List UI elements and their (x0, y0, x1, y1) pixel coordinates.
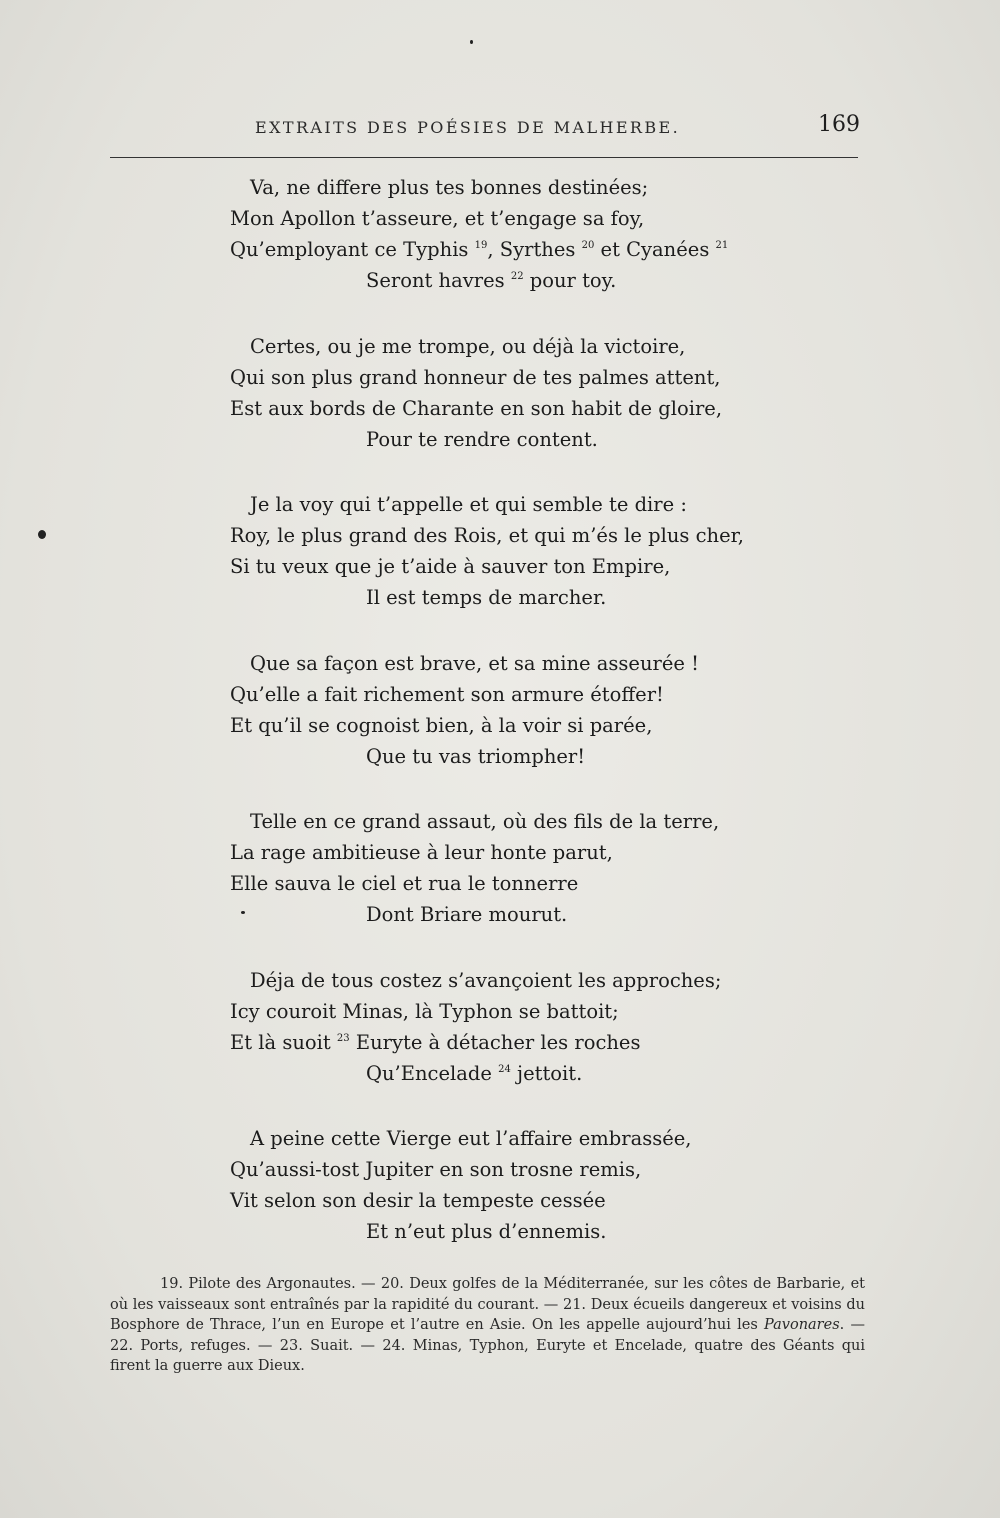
verse-line: Qu’elle a fait richement son armure étoffer! (230, 682, 664, 706)
verse-text: et Cyanées (594, 238, 716, 261)
stanza (230, 965, 750, 1089)
verse-line (230, 265, 750, 296)
stanza (230, 648, 750, 772)
stanza (230, 331, 750, 455)
verse-line: Pour te rendre content. (366, 427, 598, 451)
verse-line: Et qu’il se cognoist bien, à la voir si parée, (230, 713, 653, 737)
footnote-ref: 24 (498, 1063, 511, 1075)
verse-line: Et n’eut plus d’ennemis. (366, 1220, 607, 1243)
footnote-text: 19. Pilote des Argonautes. — 20. Deux golfes de la Méditerranée, sur les côtes de Barbarie, et où les vaisseaux sont entraînés par la rapidité du courant. — 21. Deux écueils dangereux et voisins du Bosphore de Thrace, l’un en Europe et l’autre en Asie. On les appelle aujourd’hui les (110, 1276, 865, 1333)
stanza (230, 489, 750, 613)
verse-line: Vit selon son desir la tempeste cessée (230, 1189, 606, 1212)
verse-line: La rage ambitieuse à leur honte parut, (230, 841, 613, 864)
verse-text: Qu’Encelade (366, 1061, 499, 1085)
verse-line: Qui son plus grand honneur de tes palmes attent, (230, 365, 721, 389)
verse-text: Euryte à détacher les roches (349, 1030, 641, 1054)
verse-text: Qu’employant ce Typhis (230, 238, 475, 261)
verse-text: Et là suoit (230, 1030, 337, 1054)
running-title: EXTRAITS DES POÉSIES DE MALHERBE. (255, 118, 681, 137)
footnote-text: . — 22. Ports, refuges. — 23. Suait. — 24. Minas, Typhon, Euryte et Encelade, quatre des Géants qui firent la guerre aux Dieux. (110, 1317, 866, 1374)
verse-text: Seront havres (366, 269, 511, 292)
stanza (230, 1123, 750, 1247)
footnote-ref: 23 (336, 1032, 350, 1044)
verse-line: Qu’aussi-tost Jupiter en son trosne remis, (230, 1158, 642, 1181)
verse-line: Dont Briare mourut. (366, 903, 568, 926)
verse-line: Que sa façon est brave, et sa mine asseurée ! (250, 651, 699, 675)
poem (230, 172, 750, 1282)
verse-line: Certes, ou je me trompe, ou déjà la victoire, (250, 334, 686, 358)
ink-speck (38, 530, 46, 539)
ink-speck (241, 911, 245, 914)
verse-line: Déja de tous costez s’avançoient les approches; (250, 968, 722, 992)
footnote-ref: 20 (581, 240, 595, 251)
verse-text: jettoit. (510, 1061, 583, 1085)
header-rule (110, 157, 858, 158)
verse-line: Mon Apollon t’asseure, et t’engage sa foy, (230, 207, 645, 230)
footnote-italic: Pavonares (764, 1317, 840, 1333)
verse-line: Il est temps de marcher. (366, 586, 607, 609)
verse-line: Telle en ce grand assaut, où des fils de la terre, (250, 810, 720, 833)
verse-line: Va, ne differe plus tes bonnes destinées; (250, 176, 649, 199)
stanza (230, 172, 750, 296)
footnote-ref: 19 (474, 240, 488, 251)
verse-line: Je la voy qui t’appelle et qui semble te dire : (250, 493, 687, 516)
stanza (230, 806, 750, 930)
verse-text: pour toy. (523, 269, 617, 292)
page-header (110, 112, 860, 152)
footnote-ref: 21 (715, 240, 729, 251)
ink-speck (470, 40, 473, 44)
verse-line (230, 1027, 750, 1058)
page-number: 169 (818, 112, 860, 137)
footnotes (110, 1274, 865, 1377)
verse-line (230, 234, 750, 265)
verse-line: Que tu vas triompher! (366, 744, 586, 768)
footnote-ref: 22 (510, 271, 524, 282)
verse-line: Est aux bords de Charante en son habit de gloire, (230, 396, 723, 420)
verse-line: A peine cette Vierge eut l’affaire embrassée, (250, 1127, 692, 1150)
verse-line: Roy, le plus grand des Rois, et qui m’és le plus cher, (230, 524, 745, 547)
verse-line: Elle sauva le ciel et rua le tonnerre (230, 872, 579, 895)
verse-line: Icy couroit Minas, là Typhon se battoit; (230, 999, 619, 1023)
verse-line (230, 1058, 750, 1089)
verse-line: Si tu veux que je t’aide à sauver ton Empire, (230, 555, 671, 578)
verse-text: , Syrthes (487, 238, 582, 261)
